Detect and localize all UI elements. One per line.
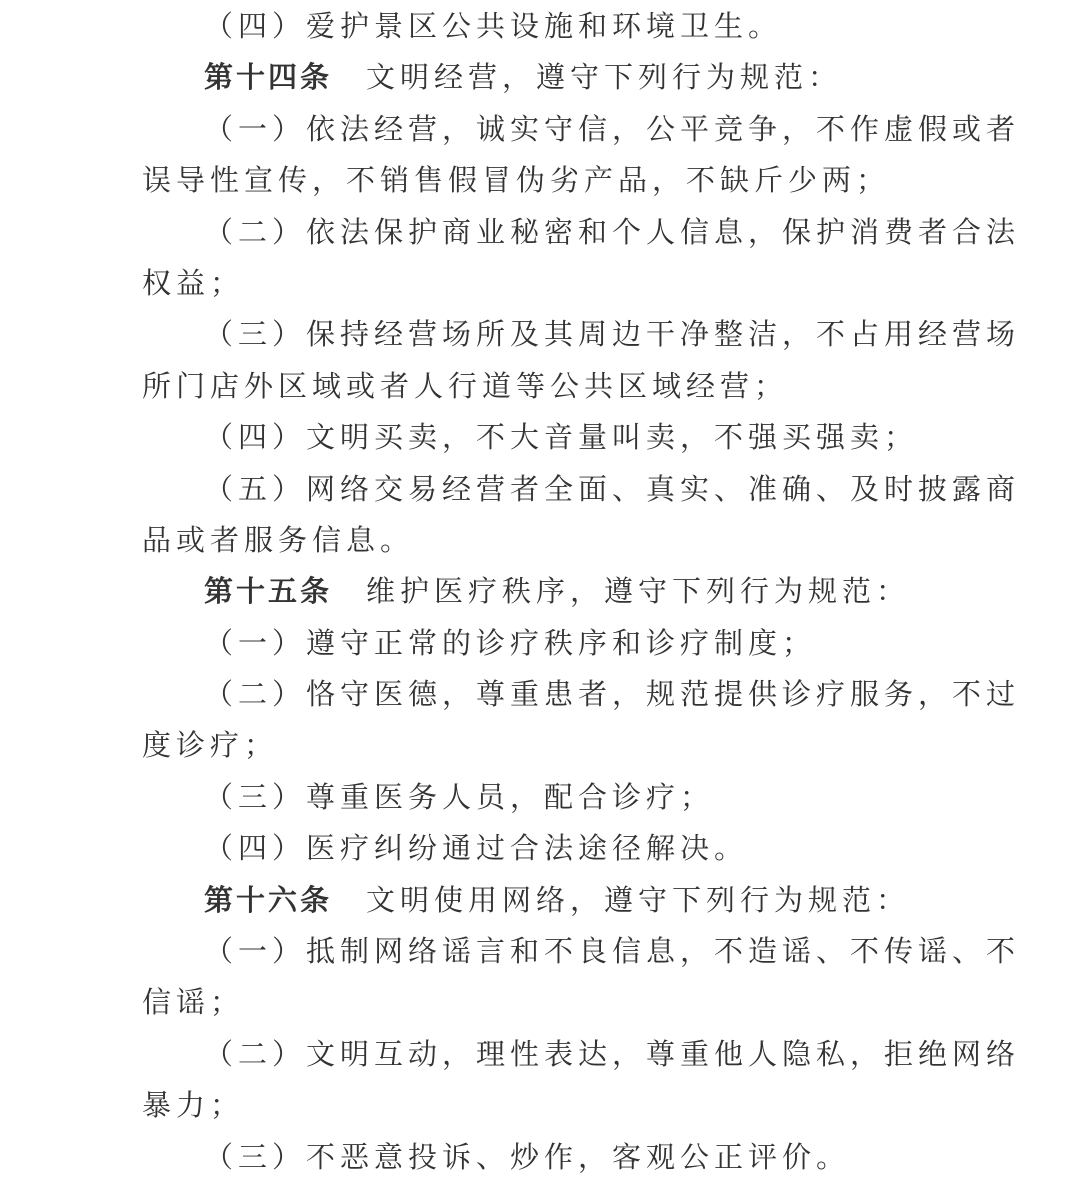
regulation-text: [142, 0, 1021, 1183]
article-15-number: 第十五条: [204, 574, 333, 609]
article-14-heading: [142, 52, 942, 103]
article-14-clause-5-line-1: （五）网络交易经营者全面、真实、准确、及时披露商: [204, 471, 1021, 506]
article-16-clause-1-line-1: （一）抵制网络谣言和不良信息，不造谣、不传谣、不: [204, 934, 1021, 969]
article-16-clause-3: （三）不恶意投诉、炒作，客观公正评价。: [204, 1139, 851, 1174]
article-14-clause-4: （四）文明买卖，不大音量叫卖，不强买强卖；: [204, 420, 919, 455]
article-15-clause-2-line-1: （二）恪守医德，尊重患者，规范提供诊疗服务，不过: [204, 677, 1021, 712]
article-15-title: 维护医疗秩序，遵守下列行为规范：: [366, 574, 911, 609]
article-15-clause-2-line-2: 度诊疗；: [142, 728, 279, 763]
article-16-clause-1-line-2: 信谣；: [142, 985, 245, 1020]
clause-4-scenic: （四）爱护景区公共设施和环境卫生。: [204, 9, 783, 43]
article-14-clause-3-line-2: 所门店外区域或者人行道等公共区域经营；: [142, 368, 789, 403]
article-16-title: 文明使用网络，遵守下列行为规范：: [366, 882, 911, 917]
article-14-title: 文明经营，遵守下列行为规范：: [366, 60, 843, 95]
article-16-number: 第十六条: [204, 882, 333, 917]
article-14-clause-2-line-2: 权益；: [142, 265, 245, 300]
article-14-clause-2-line-1: （二）依法保护商业秘密和个人信息，保护消费者合法: [204, 214, 1021, 249]
article-14-clause-5-line-2: 品或者服务信息。: [142, 522, 415, 557]
article-16-heading: [142, 875, 942, 926]
article-14-clause-1-line-2: 误导性宣传，不销售假冒伪劣产品，不缺斤少两；: [142, 163, 891, 198]
article-15-clause-4: （四）医疗纠纷通过合法途径解决。: [204, 831, 749, 866]
article-15-clause-1: （一）遵守正常的诊疗秩序和诊疗制度；: [204, 625, 817, 660]
article-14-clause-1-line-1: （一）依法经营，诚实守信，公平竞争，不作虚假或者: [204, 111, 1021, 146]
article-16-clause-2-line-1: （二）文明互动，理性表达，尊重他人隐私，拒绝网络: [204, 1036, 1021, 1071]
article-14-clause-3-line-1: （三）保持经营场所及其周边干净整洁，不占用经营场: [204, 317, 1021, 352]
article-15-heading: [142, 566, 942, 617]
article-15-clause-3: （三）尊重医务人员，配合诊疗；: [204, 779, 715, 814]
article-16-clause-2-line-2: 暴力；: [142, 1088, 245, 1123]
article-14-number: 第十四条: [204, 60, 333, 95]
